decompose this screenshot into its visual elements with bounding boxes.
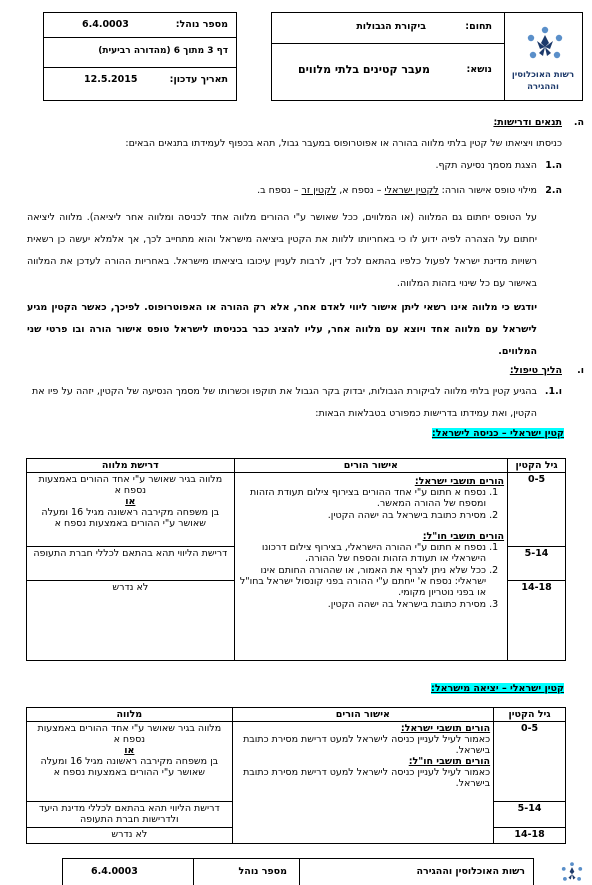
table2-header-age: גיל הקטין: [494, 708, 566, 722]
list-item: 3. מסירת כתובת בישראל בה ישהה הקטין.: [238, 599, 486, 610]
logo-cell: [504, 13, 582, 100]
table1-header-parents: אישור הורים: [234, 459, 507, 473]
table1-escort-1: דרישת הליווי תהא בהתאם לכללי חברת התעופה: [27, 547, 235, 581]
h1-number: ה.1: [545, 160, 562, 171]
h2-link-foreign[interactable]: לקטין זר: [301, 185, 337, 196]
table1-age-1: 5-14: [508, 547, 566, 581]
list-item: 2. מסירת כתובת בישראל בה ישהה הקטין.: [238, 510, 486, 521]
update-row: [44, 68, 236, 100]
footer-divider: [299, 859, 300, 885]
table1-escort-0: [27, 473, 235, 547]
table1-res-heading: הורים תושבי ישראל:: [414, 476, 505, 487]
page-footer: [62, 858, 534, 885]
escort-option-1: מלווה בגיר שאושר ע"י אחד ההורים באמצעות נספח א: [37, 723, 222, 745]
authority-logo-icon: [523, 25, 567, 65]
escort-option-1: מלווה בגיר שאושר ע"י אחד ההורים באמצעות נספח א: [38, 474, 223, 496]
table-row: [27, 473, 566, 547]
escort-emphasis-paragraph: יודגש כי מלווה אינו רשאי ליתן אישור ליווי לאדם אחר, אלא רק ההורה או האפוטרופוס. לפיכך, כאשר הקטין מגיע לישראל עם מלווה אחד ויוצא עם מלווה אחר, עליו להציג כבר בכניסתו לישראל טופס אישור הורה ובו פרטי שני המלווים.: [27, 302, 537, 357]
domain-value: ביקורת הגבולות: [356, 21, 426, 32]
subject-row: [272, 44, 504, 100]
h1-text: הצגת מסמך נסיעה תקף.: [435, 160, 537, 171]
h2-text: [257, 185, 537, 197]
footer-procedure-label: מספר נוהל: [238, 866, 287, 877]
update-label: תאריך עדכון:: [169, 74, 228, 85]
escort-option-2: בן משפחה מקירבה ראשונה מגיל 16 ומעלה שאושר ע"י ההורים באמצעות נספח א: [41, 507, 220, 529]
section-h-intro: כניסתו ויציאתו של קטין בלתי מלווה בהורה או אפוטרופוס במעבר גבול, תהא בכפוף לעמידתו בתנאים הבאים:: [125, 138, 562, 149]
footer-divider: [193, 859, 194, 885]
v1-text: בהגיע קטין בלתי מלווה לביקורת הגבולות, יבדוק בקר הגבול את תוקפו וכשרותו של מסמך הנסיעה של הקטין, יזהה על פיו את הקטין, ואת עמידתו בדרישות כמפורט בטבלאות הבאות:: [32, 386, 537, 419]
logo-text-line1: רשות האוכלוסין: [511, 70, 575, 80]
table1-title-wrap: [432, 428, 564, 440]
procedure-value: 6.4.0003: [82, 19, 129, 30]
section-v-marker: ו.: [577, 365, 584, 376]
table2-title-wrap: [431, 683, 564, 695]
table1-res-list: [238, 487, 504, 521]
table2-header-parents: אישור הורים: [232, 708, 493, 722]
h2-mid1: – נספח א,: [336, 185, 385, 196]
escort-paragraph: על הטופס יחתום גם המלווה (או המלווים, ככל שאושר ע"י ההורים מלווה אחד לכניסה ומלווה אחר ליציאה). מלווה ליציאה יחתום על הצהרה לפיה ידוע לו כי באחריותו ללוות את הקטין ביציאה מישראל והוא מתחייב לכך, אך אלמלא יעשה כן רשאית רשויות מדינת ישראל לפעול כלפיו בהתאם לכל דין, לרבות לעניין עיכובו ביציאתו מישראל. באחריות ההורה לעדכן את המלווה באישור עם כל שינוי בזהות המלווה.: [27, 212, 537, 289]
list-item: 1. נספח א חתום ע"י ההורה הישראלי, בצירוף צילום דרכונו הישראלי או תעודת הזהות והספח של ההורה.: [238, 542, 486, 564]
table2-res-text: כאמור לעיל לעניין כניסה לישראל למעט דרישת מסירת כתובת בישראל.: [243, 734, 491, 756]
table2-res-heading: הורים תושבי ישראל:: [400, 723, 491, 734]
table1-header-row: [27, 459, 566, 473]
list-item: 2. ככל שלא ניתן לצרף את האמור, או שההורה החותם אינו ישראלי: נספח א' ייחתם ע"י ההורה בפני קונסול ישראל בחו"ל או בפני נוטריון מקומי.: [238, 565, 486, 598]
page-row: [44, 38, 236, 68]
table1-header-escort: דרישת מלווה: [27, 459, 235, 473]
table2-header-row: [27, 708, 566, 722]
h2-number: ה.2: [545, 185, 562, 196]
table1-title: קטין ישראלי – כניסה לישראל:: [431, 428, 564, 439]
update-value: 12.5.2015: [84, 74, 138, 85]
footer-procedure-value: 6.4.0003: [91, 866, 138, 877]
table-row: [27, 722, 566, 802]
footer-logo-icon: [559, 861, 585, 885]
table2-escort-2: לא נדרש: [27, 828, 233, 844]
footer-org: רשות האוכלוסין וההגירה: [416, 866, 525, 877]
table2-header-escort: מלווה: [27, 708, 233, 722]
table2-age-1: 5-14: [494, 802, 566, 828]
v1-number: ו.1.: [544, 386, 562, 397]
procedure-row: [44, 13, 236, 38]
domain-label: תחום:: [465, 21, 492, 32]
table2-title: קטין ישראלי – יציאה מישראל:: [431, 683, 564, 694]
table2-escort-1: דרישת הליווי תהא בהתאם לכללי מדינת היעד ולדרישות חברת התעופה: [27, 802, 233, 828]
table1-parents-cell: [234, 473, 507, 661]
subject-label: נושא:: [466, 64, 492, 75]
table2-abroad-heading: הורים תושבי חו"ל:: [408, 756, 491, 767]
h2-pre: מילוי טופס אישור הורה:: [438, 185, 537, 196]
h2-mid2: – נספח ב.: [257, 185, 302, 196]
table1-age-2: 14-18: [508, 581, 566, 661]
escort-or: או: [124, 745, 135, 756]
section-v-title: הליך טיפול:: [509, 365, 562, 376]
table1-age-0: 0-5: [508, 473, 566, 547]
table-exit: [26, 707, 566, 844]
domain-row: [272, 13, 504, 44]
list-item: 1. נספח א חתום ע"י אחד ההורים בצירוף צילום תעודת הזהות ומספח של ההורה המאשר.: [238, 487, 486, 509]
logo-text-line2: וההגירה: [527, 82, 559, 92]
subject-value: מעבר קטינים בלתי מלווים: [298, 63, 430, 76]
header-procedure-box: [43, 12, 237, 101]
section-h-title: תנאים ודרישות:: [493, 117, 562, 128]
page-info: דף 3 מתוך 6 (מהדורה רביעית): [98, 46, 228, 56]
table2-abroad-text: כאמור לעיל לעניין כניסה לישראל למעט דרישת מסירת כתובת בישראל.: [243, 767, 491, 789]
table2-escort-0: [27, 722, 233, 802]
section-h-marker: ה.: [573, 117, 584, 128]
escort-option-2: בן משפחה מקירבה ראשונה מגיל 16 ומעלה שאושר ע"י ההורים באמצעות נספח א: [40, 756, 219, 778]
table2-age-2: 14-18: [494, 828, 566, 844]
table1-header-age: גיל הקטין: [508, 459, 566, 473]
table1-abroad-heading: הורים תושבי חו"ל:: [422, 531, 505, 542]
table2-parents-cell: [232, 722, 493, 844]
table-entry: [26, 458, 566, 661]
table1-escort-2: לא נדרש: [27, 581, 235, 661]
procedure-label: מספר נוהל:: [175, 19, 228, 30]
h2-link-israeli[interactable]: לקטין ישראלי: [384, 185, 439, 196]
table1-abroad-list: [238, 542, 504, 610]
header-info-box: [271, 12, 583, 101]
escort-or: או: [125, 496, 136, 507]
table2-age-0: 0-5: [494, 722, 566, 802]
